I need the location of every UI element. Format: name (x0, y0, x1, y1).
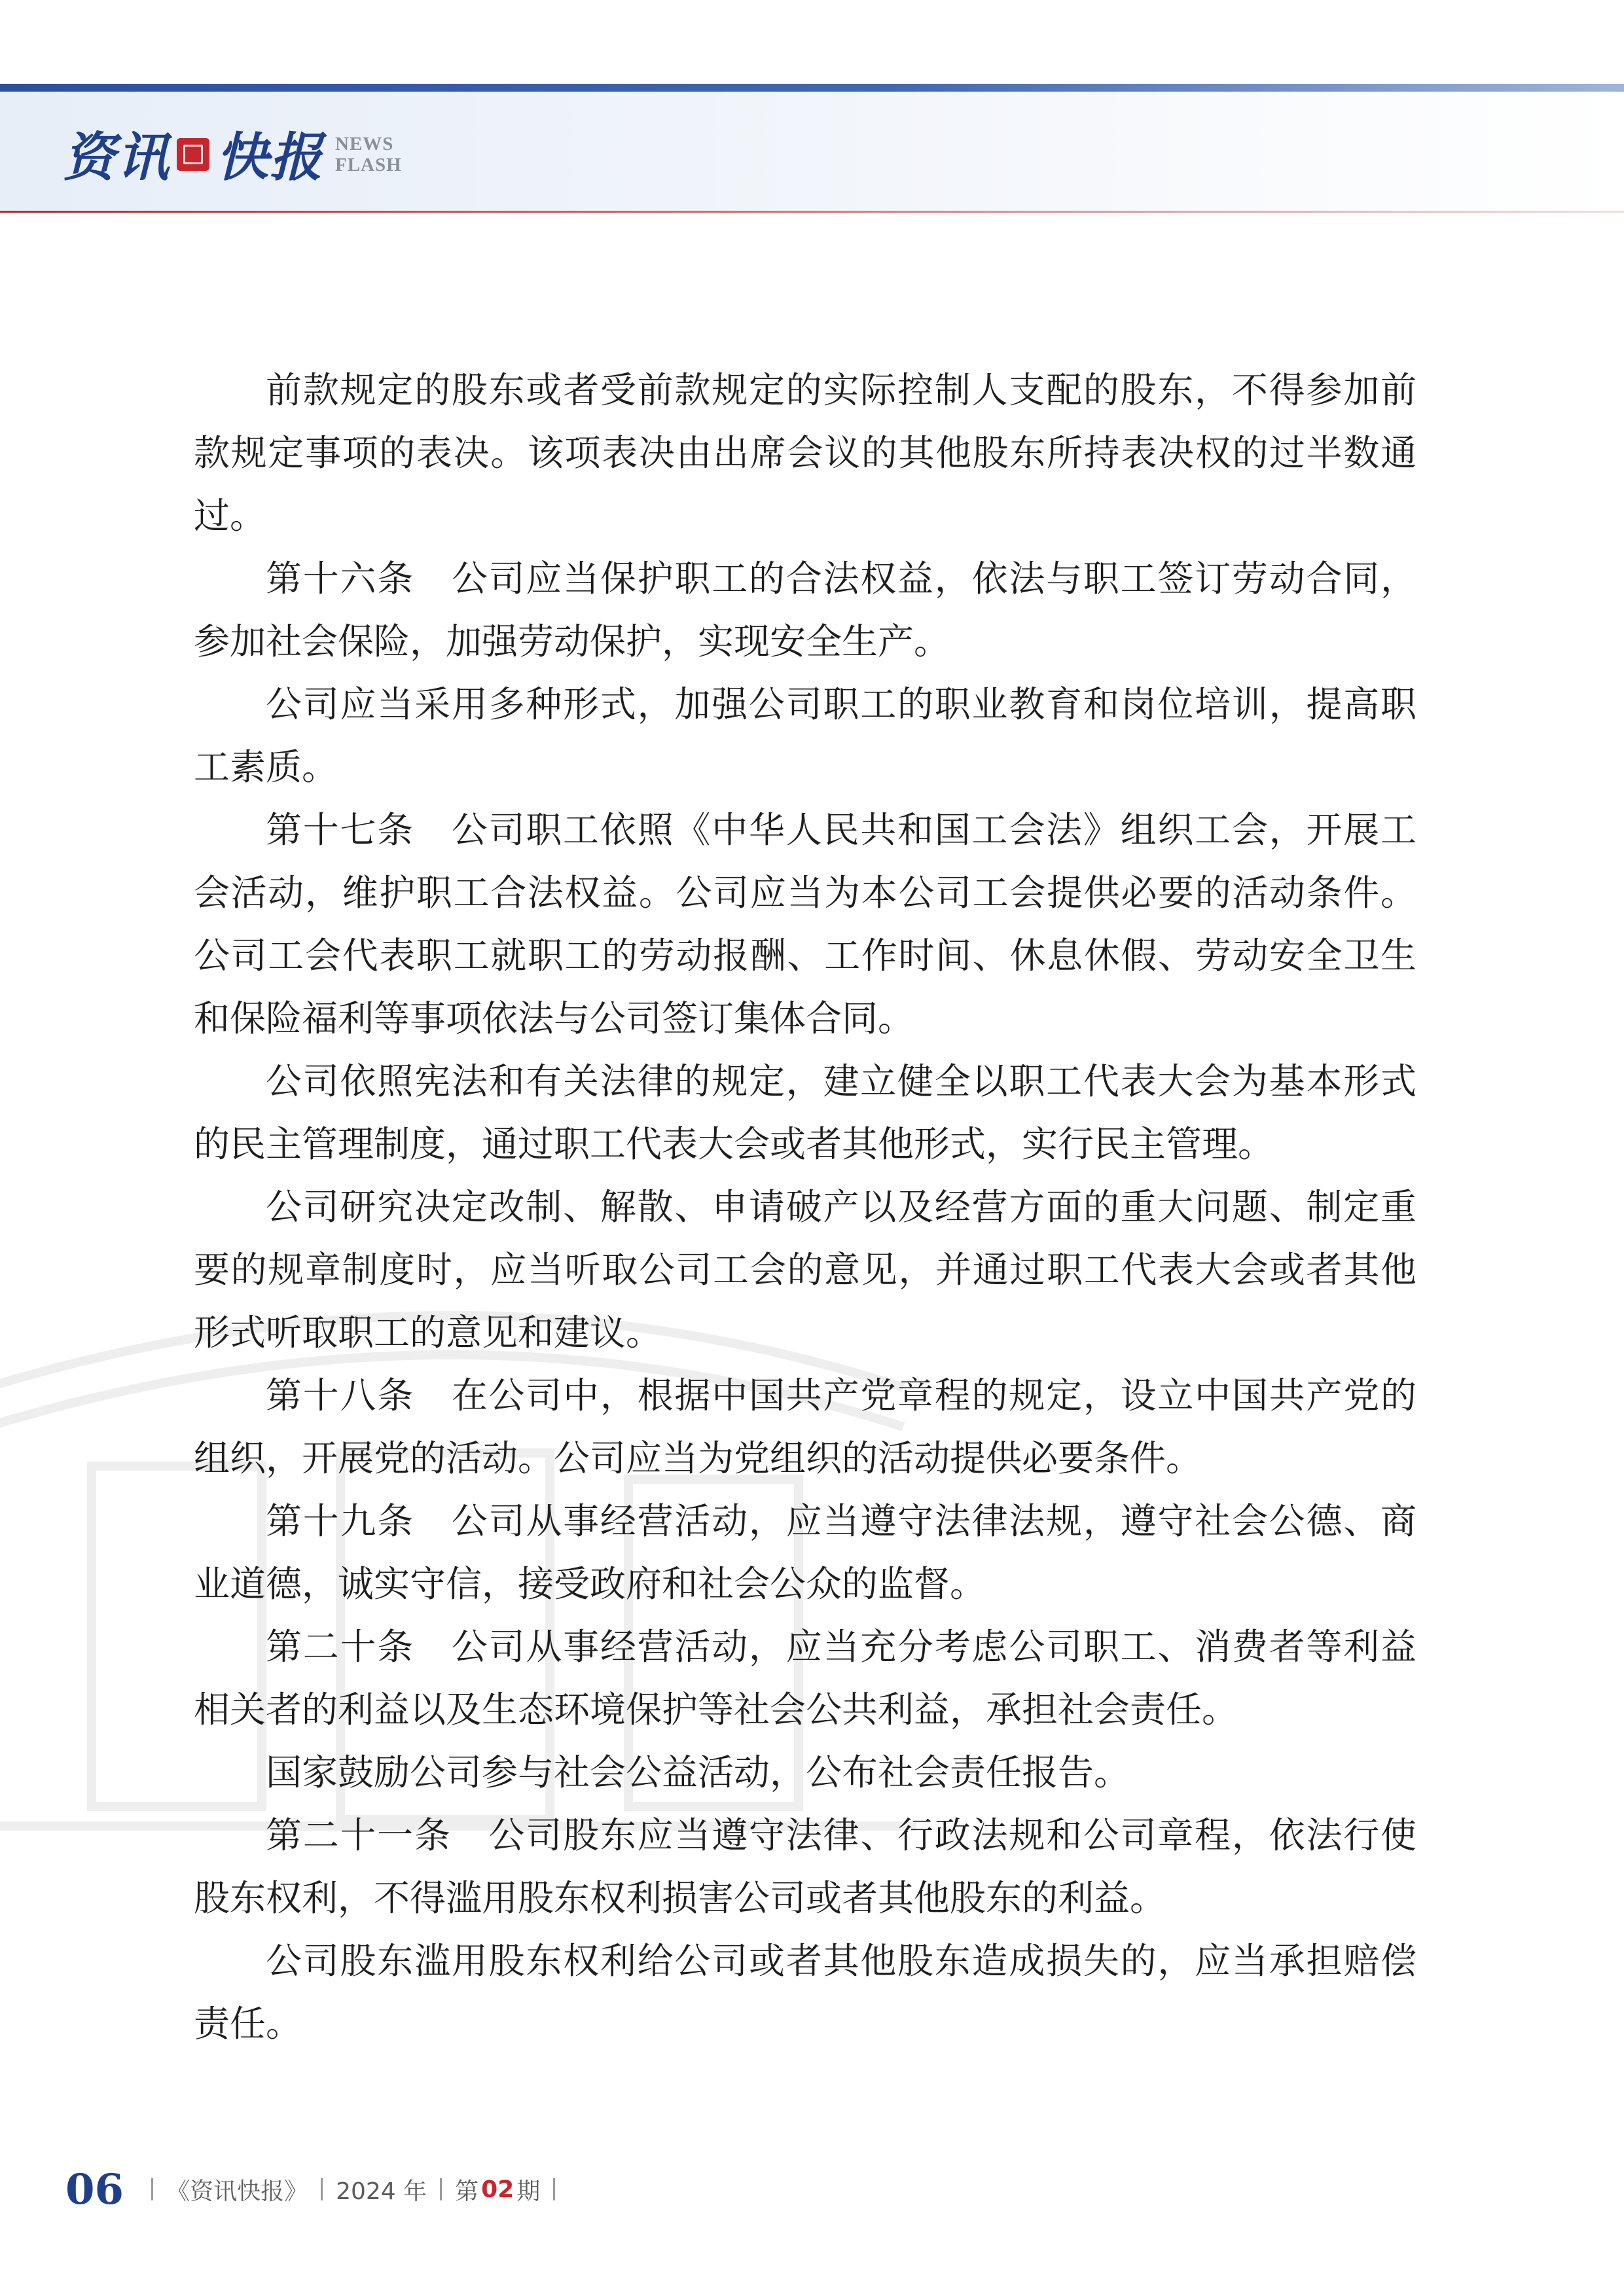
masthead-logo (63, 117, 402, 188)
masthead-english-line2: FLASH (335, 154, 402, 175)
paragraph-article-17: 第十七条 公司职工依照《中华人民共和国工会法》组织工会，开展工会活动，维护职工合法权益。公司应当为本公司工会提供必要的活动条件。公司工会代表职工就职工的劳动报酬、工作时间、休息休假、劳动安全卫生和保险福利等事项依法与公司签订集体合同。 (194, 809, 1416, 1039)
paragraph-article-20: 第二十条 公司从事经营活动，应当充分考虑公司职工、消费者等利益相关者的利益以及生态环境保护等社会公共利益，承担社会责任。 (194, 1626, 1416, 1731)
paragraph: 公司股东滥用股东权利给公司或者其他股东造成损失的，应当承担赔偿责任。 (194, 1940, 1416, 2045)
paragraph: 公司依照宪法和有关法律的规定，建立健全以职工代表大会为基本形式的民主管理制度，通过职工代表大会或者其他形式，实行民主管理。 (194, 1060, 1416, 1165)
footer-divider (553, 2178, 555, 2200)
footer-divider (321, 2178, 323, 2200)
issue-number: 02 (481, 2176, 514, 2203)
header-top-stripe (0, 84, 1624, 92)
paragraph: 公司研究决定改制、解散、申请破产以及经营方面的重大问题、制定重要的规章制度时，应当听取公司工会的意见，并通过职工代表大会或者其他形式听取职工的意见和建议。 (194, 1186, 1416, 1354)
footer-divider (440, 2178, 442, 2200)
masthead-english-line1: NEWS (335, 134, 394, 154)
masthead-english (335, 134, 402, 175)
paragraph-article-16: 第十六条 公司应当保护职工的合法权益，依法与职工签订劳动合同，参加社会保险，加强劳动保护，实现安全生产。 (194, 558, 1416, 662)
paragraph: 前款规定的股东或者受前款规定的实际控制人支配的股东，不得参加前款规定事项的表决。该项表决由出席会议的其他股东所持表决权的过半数通过。 (194, 369, 1416, 537)
seal-icon (177, 138, 209, 171)
page-number: 06 (65, 2164, 124, 2214)
publication-name: 《资讯快报》 (166, 2178, 308, 2205)
paragraph-article-19: 第十九条 公司从事经营活动，应当遵守法律法规，遵守社会公德、商业道德，诚实守信，接受政府和社会公众的监督。 (194, 1500, 1416, 1605)
page-footer (65, 2160, 568, 2219)
issue-suffix: 期 (516, 2178, 541, 2205)
masthead-title-right: 快报 (216, 126, 323, 188)
issue-prefix: 第 (455, 2178, 479, 2205)
issue-year: 2024 年 (336, 2178, 427, 2205)
paragraph: 国家鼓励公司参与社会公益活动，公布社会责任报告。 (266, 1751, 1130, 1793)
paragraph-article-18: 第十八条 在公司中，根据中国共产党章程的规定，设立中国共产党的组织，开展党的活动。公司应当为党组织的活动提供必要条件。 (194, 1374, 1416, 1479)
masthead-title-left: 资讯 (63, 126, 170, 188)
article-body (194, 359, 1416, 2055)
paragraph-article-21: 第二十一条 公司股东应当遵守法律、行政法规和公司章程，依法行使股东权利，不得滥用股东权利损害公司或者其他股东的利益。 (194, 1814, 1416, 1919)
paragraph: 公司应当采用多种形式，加强公司职工的职业教育和岗位培训，提高职工素质。 (194, 683, 1416, 788)
header-rule (0, 211, 1624, 213)
footer-divider (151, 2178, 153, 2200)
